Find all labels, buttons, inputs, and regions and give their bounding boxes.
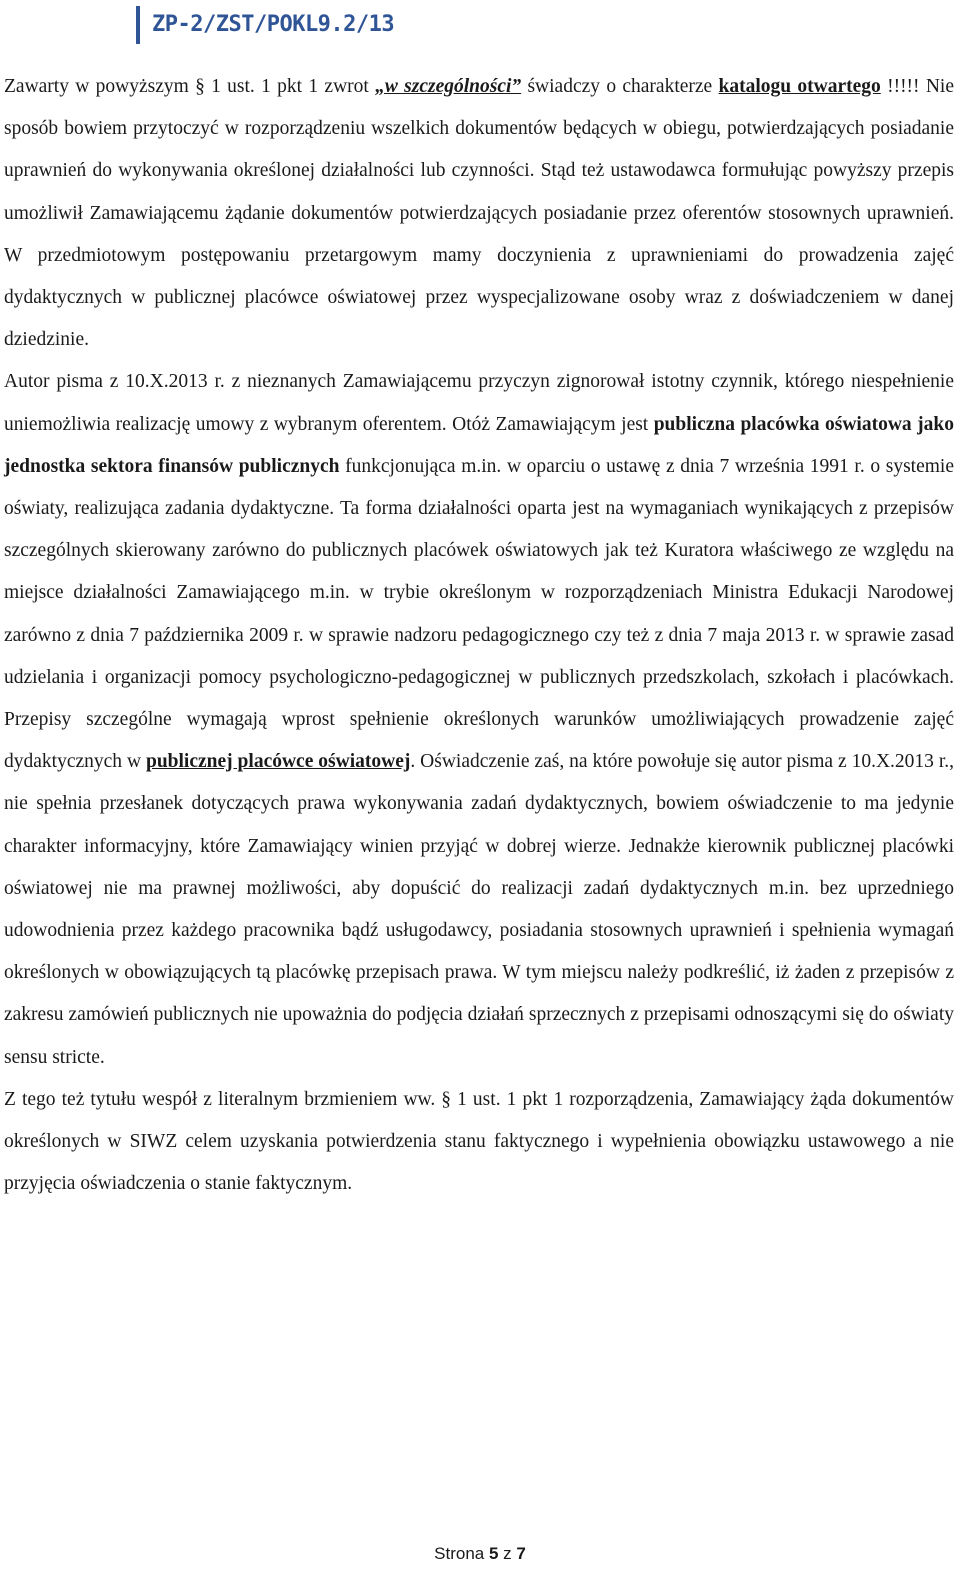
page-header bbox=[136, 6, 394, 44]
p2-underlined-phrase: publicznej placówce oświatowej bbox=[145, 751, 411, 773]
p1-text-e: !!!!! Nie sposób bowiem przytoczyć w rozporządzeniu wszelkich dokumentów będących w obiegu, potwierdzających posiadanie uprawnień do wykonywania określonej działalności lub czynności. Stąd też ustawodawca formułując powyższy przepis umożliwił Zamawiającemu żądanie dokumentów potwierdzających posiadanie przez oferentów stosownych uprawnień. W przedmiotowym postępowaniu przetargowym mamy doczynienia z uprawnieniami do prowadzenia zajęć dydaktycznych w publicznej placówce oświatowej przez wyspecjalizowane osoby wraz z doświadczeniem w danej dziedzinie. bbox=[4, 76, 954, 351]
page-footer bbox=[0, 1544, 960, 1564]
document-code: ZP-2/ZST/POKL9.2/13 bbox=[152, 12, 395, 37]
footer-page-number: 5 bbox=[488, 1544, 499, 1563]
footer-page-total: 7 bbox=[516, 1544, 526, 1563]
paragraph-1 bbox=[4, 66, 954, 361]
p1-emphasis-phrase: „w szczególności” bbox=[375, 76, 522, 97]
footer-prefix: Strona bbox=[434, 1544, 489, 1563]
paragraph-2 bbox=[4, 361, 954, 1078]
p1-text-c: świadczy o charakterze bbox=[521, 76, 719, 97]
footer-separator: z bbox=[498, 1544, 517, 1563]
p1-text-a: Zawarty w powyższym § 1 ust. 1 pkt 1 zwrot bbox=[4, 76, 376, 97]
document-body bbox=[4, 66, 954, 1205]
p2-text-a: Autor pisma z 10.X.2013 r. z nieznanych Zamawiającemu przyczyn zignorował istotny czynnik, którego niespełnienie uniemożliwia realizację umowy z wybranym oferentem. Otóż Zamawiającym jest bbox=[4, 371, 954, 435]
p1-catalog-phrase: katalogu otwartego bbox=[718, 76, 881, 97]
paragraph-3 bbox=[4, 1079, 954, 1206]
p3-text-a: Z tego też tytułu wespół z literalnym brzmieniem ww. § 1 ust. 1 pkt 1 rozporządzenia, Zamawiający żąda dokumentów określonych w SIWZ celem uzyskania potwierdzenia stanu faktycznego i wypełnienia obowiązku ustawowego a nie przyjęcia oświadczenia o stanie faktycznym. bbox=[4, 1088, 954, 1195]
p2-text-c: funkcjonująca m.in. w oparciu o ustawę z dnia 7 września 1991 r. o systemie oświaty, realizująca zadania dydaktyczne. Ta forma działalności oparta jest na wymaganiach wynikających z przepisów szczególnych skierowany zarówno do publicznych placówek oświatowych jak też Kuratora właściwego ze względu na miejsce działalności Zamawiającego m.in. w trybie określonym w rozporządzeniach Ministra Edukacji Narodowej zarówno z dnia 7 października 2009 r. w sprawie nadzoru pedagogicznego czy też z dnia 7 maja 2013 r. w sprawie zasad udzielania i organizacji pomocy psychologiczno-pedagogicznej w publicznych przedszkolach, szkołach i placówkach. Przepisy szczególne wymagają wprost spełnienie określonych warunków umożliwiających prowadzenie zajęć dydaktycznych w bbox=[4, 455, 954, 773]
p2-bold-phrase: publiczna placówka oświatowa jako jednostka sektora finansów publicznych bbox=[4, 413, 954, 477]
p2-text-e: . Oświadczenie zaś, na które powołuje się autor pisma z 10.X.2013 r., nie spełnia przesłanek dotyczących prawa wykonywania zadań dydaktycznych, bowiem oświadczenie to ma jedynie charakter informacyjny, które Zamawiający winien przyjąć w dobrej wierze. Jednakże kierownik publicznej placówki oświatowej nie ma prawnej możliwości, aby dopuścić do realizacji zadań dydaktycznych m.in. bez uprzedniego udowodnienia przez każdego pracownika bądź usługodawcy, posiadania stosownych uprawnień i spełnienia wymagań określonych w obowiązujących tą placówkę przepisach prawa. W tym miejscu należy podkreślić, iż żaden z przepisów z zakresu zamówień publicznych nie upoważnia do podjęcia działań sprzecznych z przepisami odnoszącymi się do oświaty sensu stricte. bbox=[4, 751, 954, 1068]
